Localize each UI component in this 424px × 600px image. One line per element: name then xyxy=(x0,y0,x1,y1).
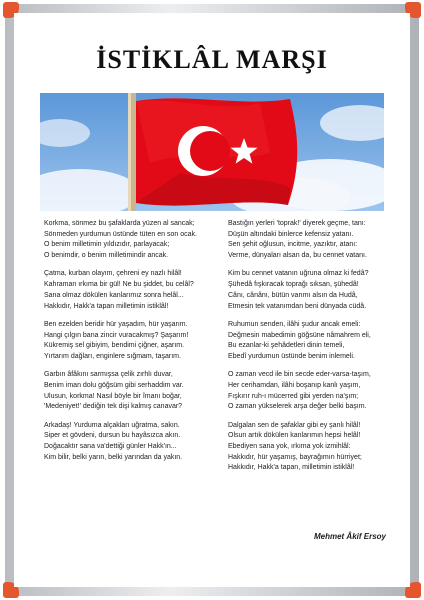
verse-line: O benim milletimin yıldızıdır, parlayacak; xyxy=(44,241,170,249)
verse-line: Korkma, sönmez bu şafaklarda yüzen al sancak; xyxy=(44,220,195,227)
verse-line: Garbın âfâkını sarmışsa çelik zırhlı duvar, xyxy=(44,371,173,379)
verse-line: Bu ezanlar-ki şehâdetleri dinin temeli, xyxy=(228,342,345,350)
poster-title: İSTİKLÂL MARŞI xyxy=(96,45,328,74)
verse-line: O zaman vecd ile bin secde eder-varsa-taşım, xyxy=(228,371,371,379)
verse-line: Cânı, cânânı, bütün varımı alsın da Hudâ, xyxy=(228,291,358,299)
stanza xyxy=(44,370,212,413)
verse-line: Her cerihamdan, ilâhi boşanıp kanlı yaşım, xyxy=(228,381,361,389)
verse-line: Düşün altındaki binlerce kefensiz yatanı. xyxy=(228,230,354,238)
author-signature: Mehmet Âkif Ersoy xyxy=(313,532,386,541)
stanza xyxy=(44,320,212,363)
verse-line: Kahraman ırkıma bir gül! Ne bu şiddet, bu celâl? xyxy=(44,281,194,289)
stanza xyxy=(44,219,212,262)
verse-line: Hangi çılgın bana zincir vuracakmış? Şaşarım! xyxy=(44,331,189,339)
stanza xyxy=(228,320,396,363)
verse-line: Sen şehit oğlusun, incitme, yazıktır, atanı: xyxy=(228,241,358,249)
verse-line: Verme, dünyaları alsan da, bu cennet vatanı. xyxy=(228,252,367,260)
verse-line: Ulusun, korkma! Nasıl böyle bir îmanı boğar, xyxy=(44,392,182,400)
stanza xyxy=(228,421,396,475)
verse-line: Hakkıdır, hür yaşamış, bayrağımın hürriyet; xyxy=(228,453,362,461)
verse-line: Yırtarım dağları, enginlere sığmam, taşarım. xyxy=(44,352,181,360)
stanza xyxy=(44,269,212,312)
anthem-left-column xyxy=(44,219,212,471)
verse-line: Ebedî yurdumun üstünde benim inlemeli. xyxy=(228,352,355,360)
verse-line: Ebediyen sana yok, ırkıma yok izmihlâl: xyxy=(228,443,351,451)
verse-line: O zaman yükselerek arşa değer belki başım. xyxy=(228,403,367,411)
verse-line: Çatma, kurban olayım, çehreni ey nazlı hilâl! xyxy=(44,270,182,278)
verse-line: Fışkırır ruh-ı mücerred gibi yerden na'şım; xyxy=(228,392,359,400)
verse-line: Sana olmaz dökülen kanlarımız sonra helâl... xyxy=(44,291,184,299)
verse-line: Kükremiş sel gibiyim, bendimi çiğner, aşarım. xyxy=(44,342,185,350)
verse-line: Sönmeden yurdumun üstünde tüten en son ocak. xyxy=(44,230,197,238)
verse-line: Şühedâ fışkıracak toprağı sıksan, şühedâ! xyxy=(228,281,359,289)
anthem-right-column xyxy=(228,219,396,482)
verse-line: Siper et gövdeni, dursun bu hayâsızca akın. xyxy=(44,432,181,440)
stanza xyxy=(228,219,396,262)
turkish-flag-icon xyxy=(40,93,384,211)
verse-line: Hakkıdır, Hakk'a tapan, milletimin istiklâl! xyxy=(228,464,355,472)
verse-line: Etmesin tek vatanımdan beni dünyada cüdâ. xyxy=(228,302,367,310)
verse-line: Doğacaktır sana va'dettiği günler Hakk'ın... xyxy=(44,443,177,451)
verse-line: 'Medeniyet!' dediğin tek dişi kalmış canavar? xyxy=(44,403,183,411)
verse-line: Ruhumun senden, ilâhi şudur ancak emeli: xyxy=(228,320,361,328)
verse-line: Benim iman dolu göğsüm gibi serhaddim var. xyxy=(44,381,184,389)
stanza xyxy=(228,370,396,413)
verse-line: Kim bu cennet vatanın uğruna olmaz ki fedâ? xyxy=(228,270,369,278)
verse-line: O benimdir, o benim milletimindir ancak. xyxy=(44,252,169,260)
stanza xyxy=(44,421,212,464)
verse-line: Değmesin mabedimin göğsüne nâmahrem eli, xyxy=(228,331,371,339)
verse-line: Hakkıdır, Hakk'a tapan milletimin istiklâl! xyxy=(44,302,169,310)
verse-line: Ben ezelden beridir hür yaşadım, hür yaşarım. xyxy=(44,320,188,328)
flag-photo xyxy=(40,93,384,211)
poster-paper xyxy=(14,13,410,587)
verse-line: Bastığın yerleri 'toprak!' diyerek geçme, tanı: xyxy=(228,220,366,227)
verse-line: Dalgalan sen de şafaklar gibi ey şanlı hilâl! xyxy=(228,421,361,429)
verse-line: Kim bilir, belki yarın, belki yarından da yakın. xyxy=(44,453,183,461)
verse-line: Olsun artık dökülen kanlarımın hepsi helâl! xyxy=(228,432,361,440)
verse-line: Arkadaş! Yurduma alçakları uğratma, sakın. xyxy=(44,421,180,429)
poster-board xyxy=(5,4,419,596)
stanza xyxy=(228,269,396,312)
